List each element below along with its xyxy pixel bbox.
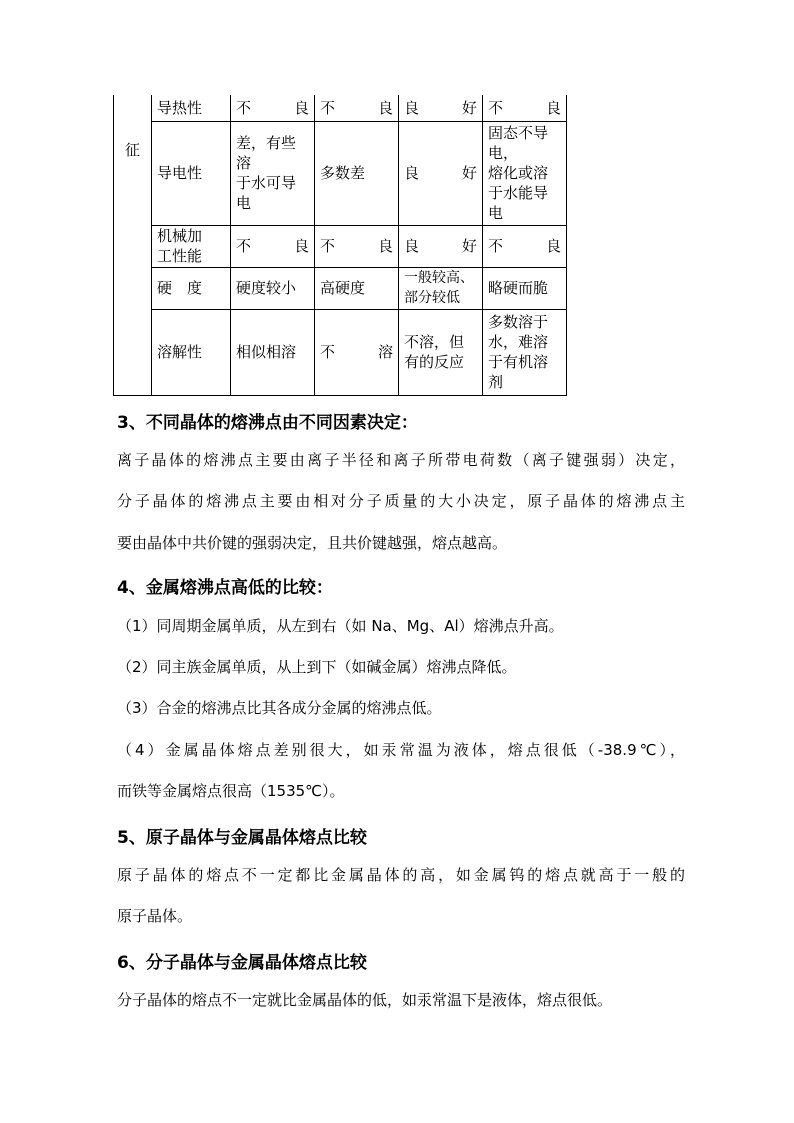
table-cell: 良好 (399, 225, 483, 267)
table-cell: 良好 (399, 121, 483, 225)
table-row (114, 267, 567, 309)
table-cell: 一般较高、 部分较低 (399, 267, 483, 309)
section-4-line-1: （1）同周期金属单质，从左到右（如 Na、Mg、Al）熔沸点升高。 (117, 617, 564, 635)
table-cell: 不良 (231, 95, 315, 121)
property-name-cell: 导电性 (152, 121, 231, 225)
table-cell: 相似相溶 (231, 309, 315, 395)
table-cell: 多数差 (315, 121, 399, 225)
table-row (114, 225, 567, 267)
table-cell: 多数溶于 水，难溶 于有机溶 剂 (483, 309, 567, 395)
section-5-line-2: 原子晶体。 (117, 907, 193, 925)
category-cell (114, 95, 152, 395)
section-3-line-2: 分子晶体的熔沸点主要由相对分子质量的大小决定，原子晶体的熔沸点主 (117, 492, 685, 510)
table-cell: 不良 (315, 95, 399, 121)
table-cell: 不良 (231, 225, 315, 267)
table-cell: 略硬而脆 (483, 267, 567, 309)
table-cell: 硬度较小 (231, 267, 315, 309)
property-name-cell: 导热性 (152, 95, 231, 121)
table-cell: 高硬度 (315, 267, 399, 309)
table-cell: 良好 (399, 95, 483, 121)
table-cell: 不良 (315, 225, 399, 267)
property-name-label: 硬度 (157, 279, 202, 297)
table-cell: 差，有些溶 于水可导 电 (231, 121, 315, 225)
section-6-heading: 6、分子晶体与金属晶体熔点比较 (117, 953, 367, 973)
section-5-heading: 5、原子晶体与金属晶体熔点比较 (117, 828, 367, 848)
table-cell: 不良 (483, 225, 567, 267)
table-cell: 不溶 (315, 309, 399, 395)
section-3-heading: 3、不同晶体的熔沸点由不同因素决定： (117, 413, 418, 433)
section-3-line-1: 离子晶体的熔沸点主要由离子半径和离子所带电荷数（离子键强弱）决定， (117, 451, 685, 469)
table-cell: 不良 (483, 95, 567, 121)
property-name-cell: 溶解性 (152, 309, 231, 395)
table-cell: 不溶，但 有的反应 (399, 309, 483, 395)
property-name-cell (152, 267, 231, 309)
property-name-cell: 机械加 工性能 (152, 225, 231, 267)
section-4-line-3: （3）合金的熔沸点比其各成分金属的熔沸点低。 (117, 699, 442, 717)
table-row (114, 309, 567, 395)
section-4-line-4: （4）金属晶体熔点差别很大，如汞常温为液体，熔点很低（-38.9℃）， (117, 741, 685, 759)
section-4-line-5: 而铁等金属熔点很高（1535℃）。 (117, 782, 345, 800)
properties-table (113, 95, 567, 396)
table-row (114, 95, 567, 121)
section-4-line-2: （2）同主族金属单质，从上到下（如碱金属）熔沸点降低。 (117, 658, 517, 676)
section-3-line-3: 要由晶体中共价键的强弱决定，且共价键越强，熔点越高。 (117, 534, 508, 552)
table-cell: 固态不导 电， 熔化或溶 于水能导 电 (483, 121, 567, 225)
table-row (114, 121, 567, 225)
section-5-line-1: 原子晶体的熔点不一定都比金属晶体的高，如金属钨的熔点就高于一般的 (117, 866, 685, 884)
section-6-line-1: 分子晶体的熔点不一定就比金属晶体的低，如汞常温下是液体，熔点很低。 (117, 991, 613, 1009)
section-4-heading: 4、金属熔沸点高低的比较： (117, 578, 333, 598)
category-label: 征 (124, 140, 140, 159)
